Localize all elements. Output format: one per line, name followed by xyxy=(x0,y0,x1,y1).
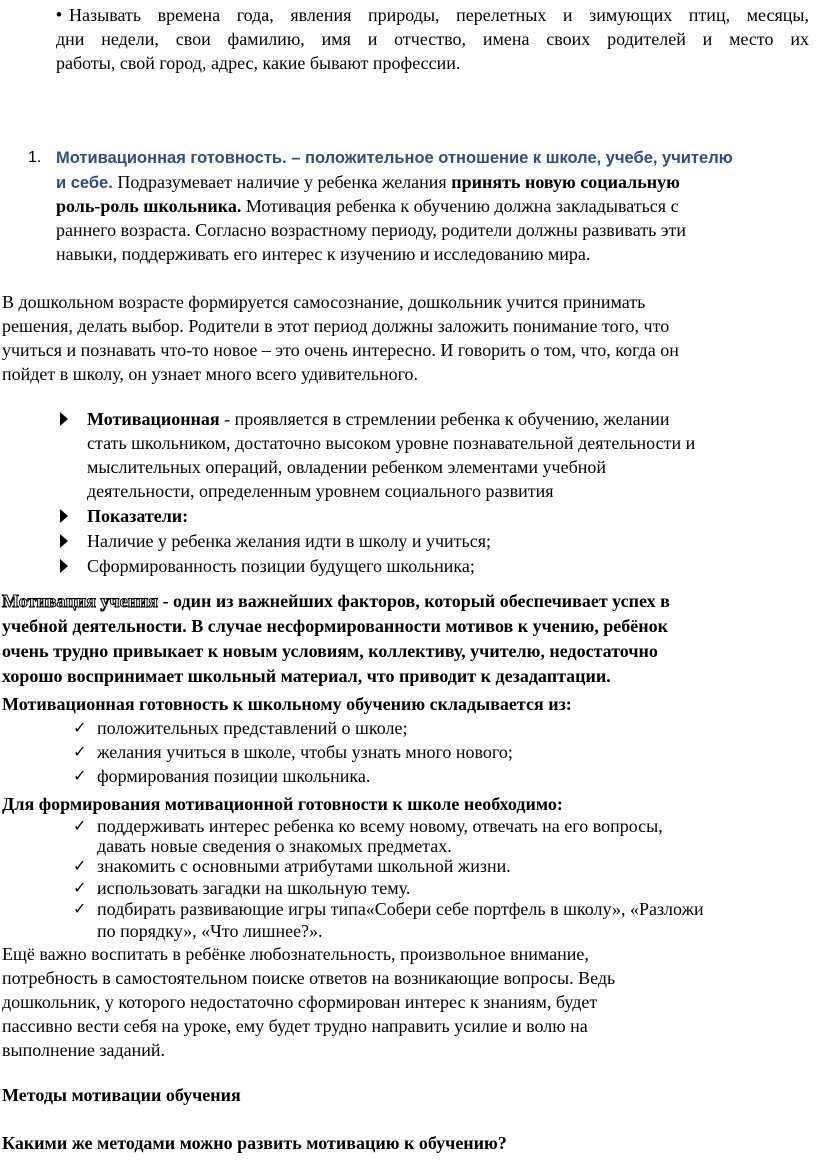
paragraph-1-line-2: дни недели, свои фамилию, имя и отчество, имена своих родителей и место их xyxy=(56,29,809,49)
list-1-item-3: формирования позиции школьника. xyxy=(97,766,371,786)
arrow-item-1-line-1 xyxy=(87,407,669,431)
item-1-bold-2: роль-роль школьника. xyxy=(56,196,242,216)
list-2-item-2: знакомить с основными атрибутами школьной жизни. xyxy=(97,856,511,876)
checkmark-icon: ✓ xyxy=(73,856,87,875)
item-1-line-3 xyxy=(56,194,679,218)
item-1-text: Подразумевает наличие у ребенка желания xyxy=(112,172,452,192)
paragraph-1-line-3: работы, свой город, адрес, какие бывают профессии. xyxy=(56,53,461,73)
list-2-item-1-line-1: поддерживать интерес ребенка ко всему новому, отвечать на его вопросы, xyxy=(97,816,663,836)
arrow-item-1-line-3: мыслительных операций, овладении ребенком элементами учебной xyxy=(87,457,607,477)
arrow-item-1-line-4: деятельности, определенным уровнем социального развития xyxy=(87,481,554,501)
item-1-line-4: раннего возраста. Согласно возрастному периоду, родители должны развивать эти xyxy=(56,220,687,240)
list-2-item-4-line-1: подбирать развивающие игры типа«Собери себе портфель в школу», «Разложи xyxy=(97,899,704,919)
paragraph-2-line-4: пойдет в школу, он узнает много всего удивительного. xyxy=(2,364,419,384)
paragraph-3-line-1 xyxy=(2,589,670,613)
checkmark-icon: ✓ xyxy=(73,742,87,761)
item-1-text-2: Мотивация ребенка к обучению должна закладываться с xyxy=(241,196,679,216)
motivation-heading-line-1: Мотивационная готовность. – положительное отношение к школе, учебе, учителю xyxy=(56,149,733,167)
checkmark-icon: ✓ xyxy=(73,816,87,835)
paragraph-2-line-3: учиться и познавать что-то новое – это очень интересно. И говорить о том, что, когда он xyxy=(2,340,679,360)
paragraph-1-line-1: Называть времена года, явления природы, перелетных и зимующих птиц, месяцы, xyxy=(69,5,809,25)
arrow-item-1-bold: Мотивационная xyxy=(87,409,220,429)
list-number: 1. xyxy=(28,149,42,166)
checkmark-icon: ✓ xyxy=(73,766,87,785)
list-2-item-3: использовать загадки на школьную тему. xyxy=(97,878,411,898)
arrow-item-2: Показатели: xyxy=(87,506,189,526)
item-1-line-2 xyxy=(56,170,680,195)
list-2-item-4-line-2: по порядку», «Что лишнее?». xyxy=(97,921,323,941)
arrow-bullet-icon xyxy=(60,534,68,548)
arrow-item-1-text: - проявляется в стремлении ребенка к обучению, желании xyxy=(219,409,670,429)
paragraph-3-line-3: очень трудно привыкает к новым условиям, коллективу, учителю, недостаточно xyxy=(2,641,658,661)
item-1-bold: принять новую социальную xyxy=(451,172,680,192)
list-1-item-1: положительных представлений о школе; xyxy=(97,718,408,738)
checkmark-icon: ✓ xyxy=(73,899,87,918)
paragraph-4-line-4: пассивно вести себя на уроке, ему будет трудно направить усилие и волю на xyxy=(2,1016,588,1036)
arrow-bullet-icon xyxy=(60,559,68,573)
paragraph-3-text: - один из важнейших факторов, который обеспечивает успех в xyxy=(158,591,670,611)
motivation-heading-line-2: и себе. xyxy=(56,174,113,192)
paragraph-4-line-3: дошкольник, у которого недостаточно сформирован интерес к знаниям, будет xyxy=(2,992,598,1012)
methods-question: Какими же методами можно развить мотивацию к обучению? xyxy=(2,1133,507,1153)
arrow-bullet-icon xyxy=(60,509,68,523)
paragraph-4-line-5: выполнение заданий. xyxy=(2,1040,165,1060)
outlined-term: Мотивация учения xyxy=(2,591,159,611)
paragraph-2-line-1: В дошкольном возрасте формируется самосознание, дошкольник учится принимать xyxy=(2,292,646,312)
item-1-line-5: навыки, поддерживать его интерес к изучению и исследованию мира. xyxy=(56,244,591,264)
paragraph-3-line-4: хорошо воспринимает школьный материал, что приводит к дезадаптации. xyxy=(2,666,611,686)
methods-heading: Методы мотивации обучения xyxy=(2,1085,241,1105)
arrow-item-4: Сформированность позиции будущего школьника; xyxy=(87,556,475,576)
paragraph-2-line-2: решения, делать выбор. Родители в этот период должны заложить понимание того, что xyxy=(2,316,670,336)
arrow-item-1-line-2: стать школьником, достаточно высоком уровне познавательной деятельности и xyxy=(87,433,696,453)
bullet: • xyxy=(56,5,62,24)
arrow-bullet-icon xyxy=(60,412,68,426)
list-2-item-1-line-2: давать новые сведения о знакомых предметах. xyxy=(97,836,452,856)
paragraph-3-line-2: учебной деятельности. В случае несформированности мотивов к учению, ребёнок xyxy=(2,616,668,636)
list-2-heading: Для формирования мотивационной готовности к школе необходимо: xyxy=(2,794,563,814)
paragraph-4-line-2: потребность в самостоятельном поиске ответов на возникающие вопросы. Ведь xyxy=(2,968,616,988)
list-1-heading: Мотивационная готовность к школьному обучению складывается из: xyxy=(2,694,572,714)
checkmark-icon: ✓ xyxy=(73,718,87,737)
list-1-item-2: желания учиться в школе, чтобы узнать много нового; xyxy=(97,742,513,762)
checkmark-icon: ✓ xyxy=(73,878,87,897)
arrow-item-3: Наличие у ребенка желания идти в школу и учиться; xyxy=(87,531,492,551)
paragraph-4-line-1: Ещё важно воспитать в ребёнке любознательность, произвольное внимание, xyxy=(2,944,589,964)
